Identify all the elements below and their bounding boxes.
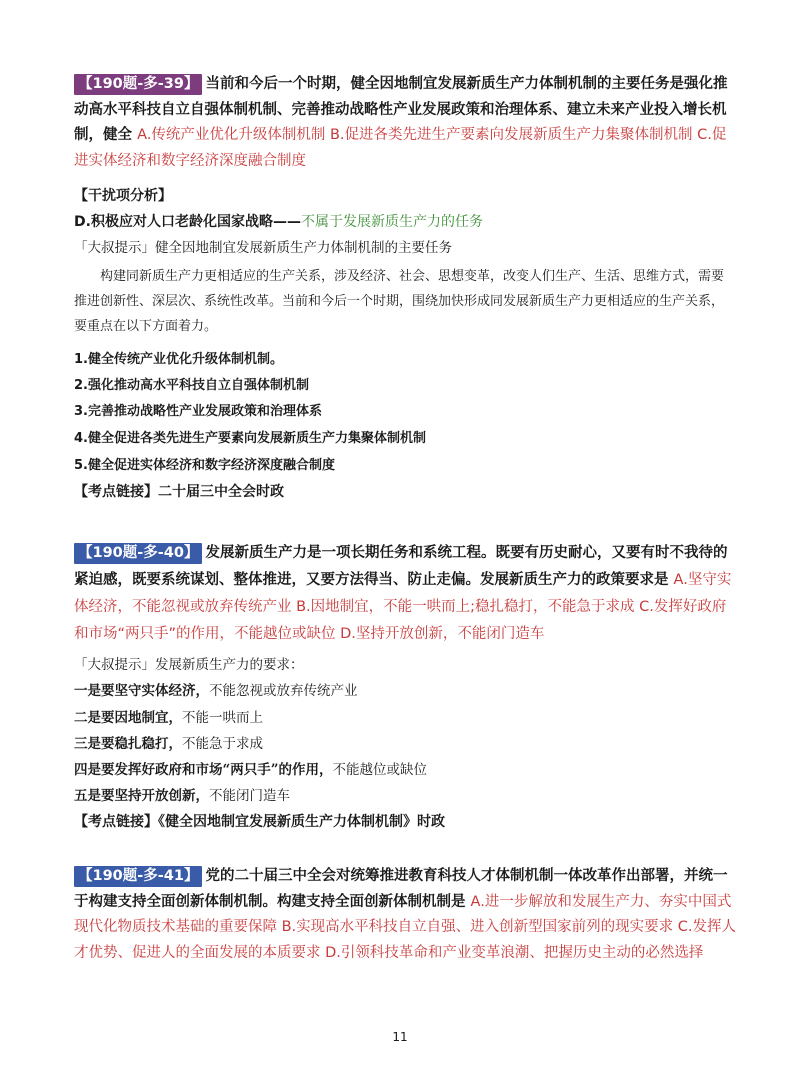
task-item-2: 2.强化推动高水平科技自立自强体制机制 xyxy=(74,378,309,393)
requirement-lead: 五是要坚持开放创新， xyxy=(74,788,209,804)
question-tag: 【190题-多-39】 xyxy=(74,74,202,95)
question-tag: 【190题-多-40】 xyxy=(74,543,202,564)
distractor-option: D.积极应对人口老龄化国家战略—— xyxy=(74,214,301,230)
exam-point-link: 【考点链接】二十届三中全会时政 xyxy=(74,484,284,500)
requirement-lead: 四是要发挥好政府和市场“两只手”的作用， xyxy=(74,762,333,778)
task-item-1: 1.健全传统产业优化升级体制机制。 xyxy=(74,352,283,367)
question-40 xyxy=(74,540,738,648)
requirement-lead: 一是要坚守实体经济， xyxy=(74,683,209,699)
answer-options: A.坚守实体经济，不能忽视或放弃传统产业 B.因地制宜，不能一哄而上;稳扎稳打，不能急于求成 C.发挥好政府和市场“两只手”的作用，不能越位或缺位 D.坚持开放创新，不能闭门造车 xyxy=(74,572,732,642)
distractor-analysis xyxy=(74,212,738,232)
requirement-item-4 xyxy=(74,760,738,780)
interference-header: 【干扰项分析】 xyxy=(74,188,172,204)
requirement-item-2 xyxy=(74,708,738,728)
requirement-rest: 不能越位或缺位 xyxy=(332,762,428,778)
requirement-item-1 xyxy=(74,681,738,701)
answer-options: A.进一步解放和发展生产力、夯实中国式现代化物质技术基础的重要保障 B.实现高水平科技自立自强、进入创新型国家前列的现实要求 C.发挥人才优势、促进人的全面发展的本质要求 D.引领科技革命和产业变革浪潮、把握历史主动的必然选择 xyxy=(74,893,737,961)
requirement-rest: 不能急于求成 xyxy=(182,736,263,752)
question-39 xyxy=(74,72,738,174)
requirement-lead: 二是要因地制宜， xyxy=(74,710,182,726)
question-stem: 当前和今后一个时期，健全因地制宜发展新质生产力体制机制的主要任务是强化推动高水平科技自立自强体制机制、完善推动战略性产业发展政策和治理体系、建立未来产业投入增长机制，健全 xyxy=(74,76,728,143)
exam-point-link: 【考点链接】《健全因地制宜发展新质生产力体制机制》时政 xyxy=(74,814,445,830)
requirement-rest: 不能一哄而上 xyxy=(182,710,263,726)
requirement-rest: 不能闭门造车 xyxy=(209,788,290,804)
page-number: 11 xyxy=(392,1030,408,1044)
tip-paragraph: 构建同新质生产力更相适应的生产关系，涉及经济、社会、思想变革，改变人们生产、生活、思维方式，需要推进创新性、深层次、系统性改革。当前和今后一个时期，围绕加快形成同发展新质生产力更相适应的生产关系，要重点在以下方面着力。 xyxy=(74,269,725,334)
distractor-note: 不属于发展新质生产力的任务 xyxy=(300,214,483,230)
requirement-rest: 不能忽视或放弃传统产业 xyxy=(209,683,358,699)
question-stem: 发展新质生产力是一项长期任务和系统工程。既要有历史耐心，又要有时不我待的紧迫感，既要系统谋划、整体推进，又要方法得当、防止走偏。发展新质生产力的政策要求是 xyxy=(74,545,728,588)
requirement-lead: 三是要稳扎稳打， xyxy=(74,736,182,752)
question-stem: 党的二十届三中全会对统筹推进教育科技人才体制机制一体改革作出部署，并统一于构建支持全面创新体制机制。构建支持全面创新体制机制是 xyxy=(74,868,728,910)
question-tag: 【190题-多-41】 xyxy=(74,866,202,887)
task-item-3: 3.完善推动战略性产业发展政策和治理体系 xyxy=(74,404,322,419)
tip-title: 「大叔提示」发展新质生产力的要求： xyxy=(74,657,304,673)
task-item-5: 5.健全促进实体经济和数字经济深度融合制度 xyxy=(74,458,335,473)
requirement-item-3 xyxy=(74,734,738,754)
task-item-4: 4.健全促进各类先进生产要素向发展新质生产力集聚体制机制 xyxy=(74,431,426,446)
requirement-item-5 xyxy=(74,786,738,806)
tip-title: 「大叔提示」健全因地制宜发展新质生产力体制机制的主要任务 xyxy=(74,240,452,256)
answer-options: A.传统产业优化升级体制机制 B.促进各类先进生产要素向发展新质生产力集聚体制机制 C.促进实体经济和数字经济深度融合制度 xyxy=(74,127,727,169)
question-41 xyxy=(74,864,738,966)
